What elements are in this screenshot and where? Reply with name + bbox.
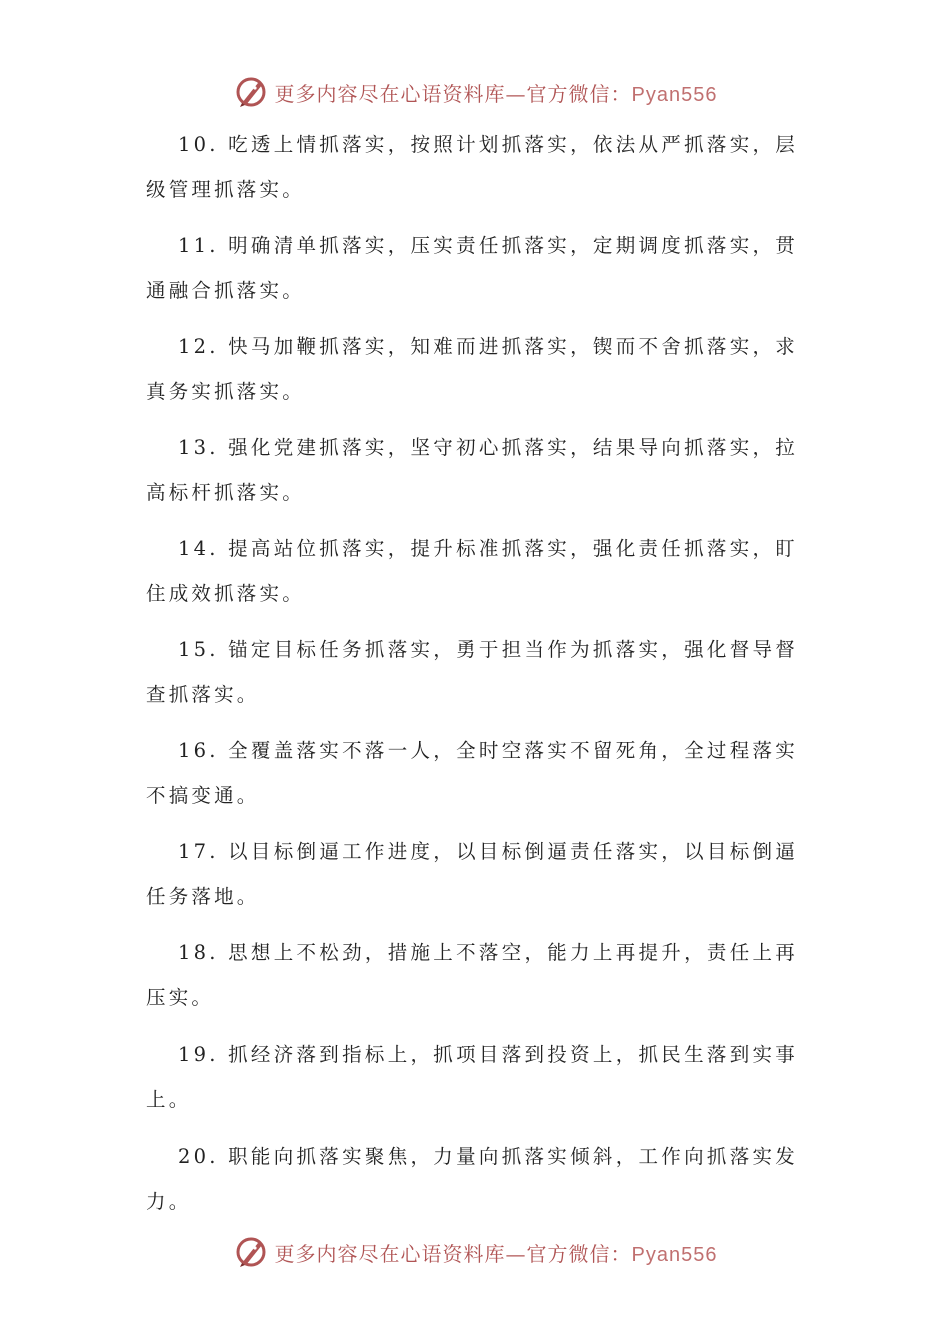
list-item: 13. 强化党建抓落实，坚守初心抓落实，结果导向抓落实，拉高标杆抓落实。 [146, 436, 798, 504]
list-item: 16. 全覆盖落实不落一人，全时空落实不留死角，全过程落实不搞变通。 [146, 739, 798, 807]
list-item: 17. 以目标倒逼工作进度，以目标倒逼责任落实，以目标倒逼任务落地。 [146, 840, 798, 908]
list-item: 19. 抓经济落到指标上，抓项目落到投资上，抓民生落到实事上。 [146, 1043, 798, 1111]
wechat-id: Pyan556 [631, 1243, 718, 1266]
banner-caption: 更多内容尽在心语资料库—官方微信： [274, 1241, 632, 1266]
list-item: 10. 吃透上情抓落实，按照计划抓落实，依法从严抓落实，层级管理抓落实。 [146, 133, 798, 201]
banner-text [275, 1238, 718, 1267]
header-banner [0, 72, 950, 112]
list-item: 15. 锚定目标任务抓落实，勇于担当作为抓落实，强化督导督查抓落实。 [146, 638, 798, 706]
pen-logo-icon [233, 74, 269, 110]
list-item: 20. 职能向抓落实聚焦，力量向抓落实倾斜，工作向抓落实发力。 [146, 1145, 798, 1213]
wechat-id: Pyan556 [631, 83, 718, 106]
list-item: 12. 快马加鞭抓落实，知难而进抓落实，锲而不舍抓落实，求真务实抓落实。 [146, 335, 798, 403]
banner-caption: 更多内容尽在心语资料库—官方微信： [274, 81, 632, 106]
list-item: 11. 明确清单抓落实，压实责任抓落实，定期调度抓落实，贯通融合抓落实。 [146, 234, 798, 302]
pen-logo-icon [233, 1234, 269, 1270]
document-body [146, 122, 798, 1236]
footer-banner [0, 1232, 950, 1272]
list-item: 14. 提高站位抓落实，提升标准抓落实，强化责任抓落实，盯住成效抓落实。 [146, 537, 798, 605]
banner-text [275, 78, 718, 107]
list-item: 18. 思想上不松劲，措施上不落空，能力上再提升，责任上再压实。 [146, 941, 798, 1009]
